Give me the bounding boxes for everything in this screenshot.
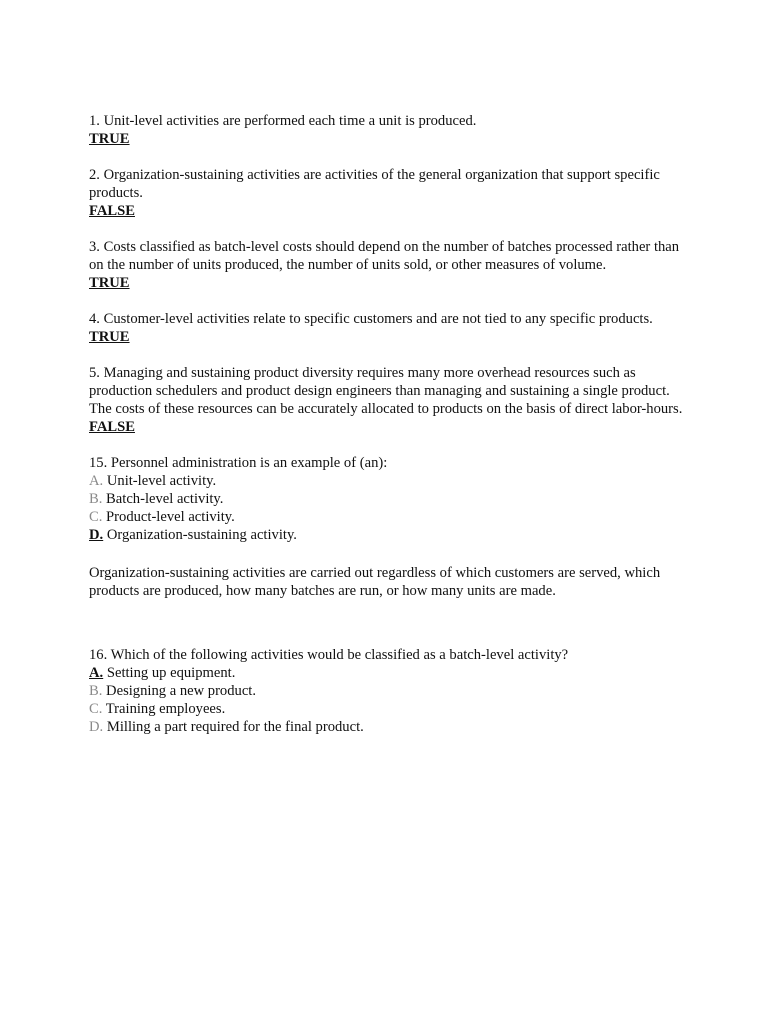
option-d: [89, 718, 689, 736]
question-4: [89, 310, 689, 346]
question-text: 2. Organization-sustaining activities are activities of the general organization that support specific products.: [89, 167, 660, 201]
option-letter: C.: [89, 509, 103, 525]
question-text: 4. Customer-level activities relate to specific customers and are not tied to any specific products.: [89, 311, 653, 327]
answer-false: FALSE: [89, 419, 135, 435]
option-text: Product-level activity.: [106, 509, 235, 525]
question-text: 15. Personnel administration is an example of (an):: [89, 455, 388, 471]
question-text: 1. Unit-level activities are performed each time a unit is produced.: [89, 113, 477, 129]
option-letter: C.: [89, 701, 103, 717]
question-text: 3. Costs classified as batch-level costs should depend on the number of batches processed rather than on the number of units produced, the number of units sold, or other measures of volume.: [89, 239, 680, 273]
option-c: [89, 508, 689, 526]
document-content: [89, 112, 689, 736]
option-text: Training employees.: [105, 701, 226, 717]
question-text: 16. Which of the following activities would be classified as a batch-level activity?: [89, 647, 569, 663]
question-3: [89, 238, 689, 292]
answer-true: TRUE: [89, 329, 130, 345]
option-text: Setting up equipment.: [106, 665, 236, 681]
option-letter: D.: [89, 719, 104, 735]
option-b: [89, 682, 689, 700]
option-a-correct: [89, 664, 689, 682]
option-a: [89, 472, 689, 490]
question-16: [89, 646, 689, 736]
option-text: Milling a part required for the final product.: [106, 719, 364, 735]
option-text: Unit-level activity.: [106, 473, 217, 489]
option-letter: A.: [89, 473, 104, 489]
question-5: [89, 364, 689, 436]
option-letter: D.: [89, 527, 104, 543]
answer-false: FALSE: [89, 203, 135, 219]
option-letter: A.: [89, 665, 104, 681]
option-d-correct: [89, 526, 689, 544]
question-1: [89, 112, 689, 148]
option-c: [89, 700, 689, 718]
option-letter: B.: [89, 683, 103, 699]
question-2: [89, 166, 689, 220]
question-text: 5. Managing and sustaining product diversity requires many more overhead resources such as production schedulers and product design engineers than managing and sustaining a single product. The costs of these resources can be accurately allocated to products on the basis of direct labor-hours.: [89, 365, 683, 417]
option-letter: B.: [89, 491, 103, 507]
explanation-text: Organization-sustaining activities are carried out regardless of which customers are served, which products are produced, how many batches are run, or how many units are made.: [89, 565, 661, 599]
question-15: [89, 454, 689, 544]
option-text: Batch-level activity.: [106, 491, 224, 507]
option-text: Designing a new product.: [106, 683, 257, 699]
option-b: [89, 490, 689, 508]
option-text: Organization-sustaining activity.: [106, 527, 297, 543]
answer-true: TRUE: [89, 275, 130, 291]
answer-true: TRUE: [89, 131, 130, 147]
